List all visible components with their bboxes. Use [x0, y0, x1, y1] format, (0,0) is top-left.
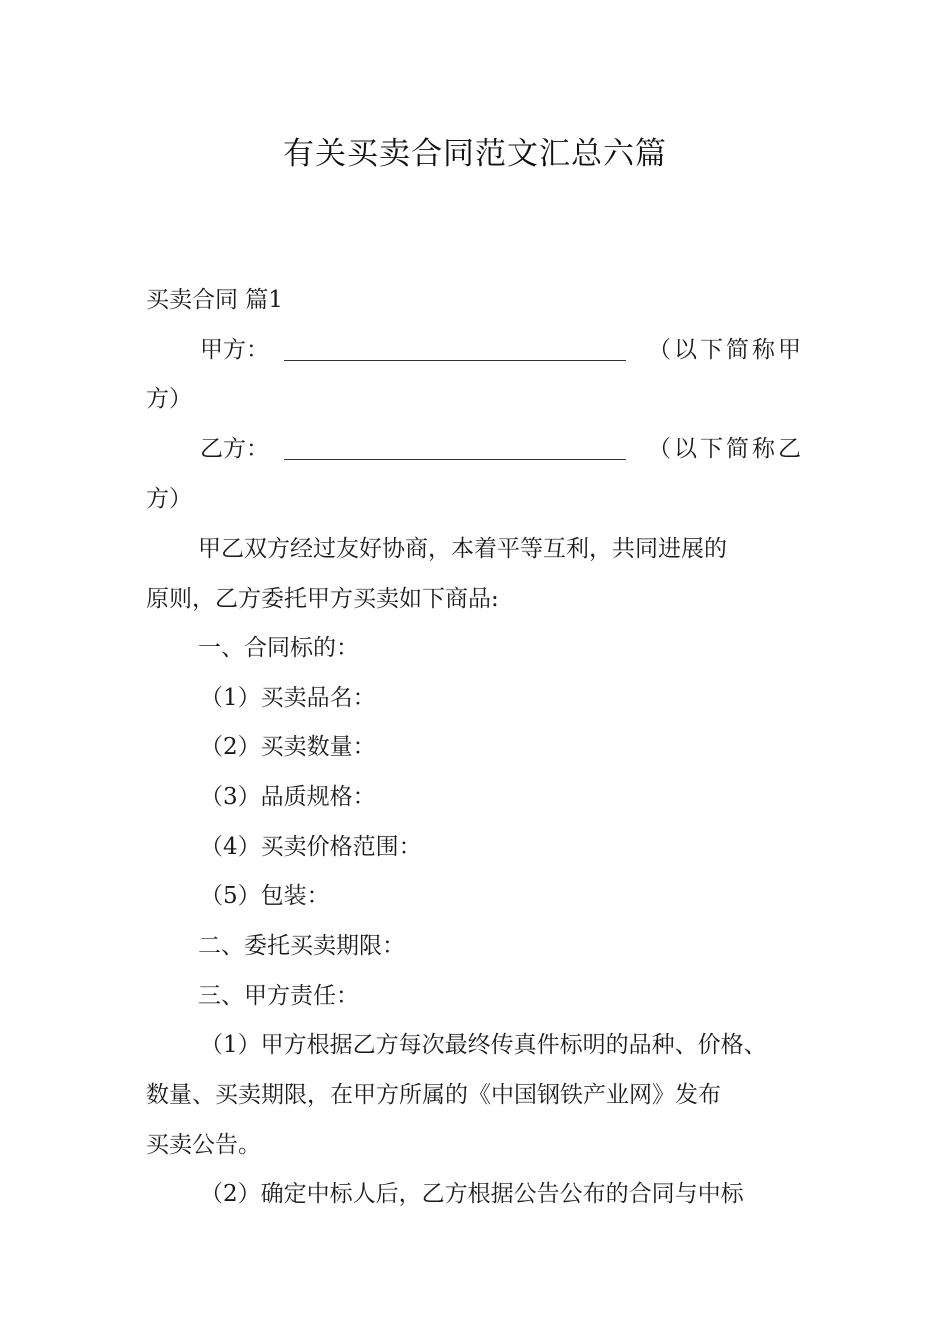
- party-a-note-wrap: 方）: [146, 386, 192, 412]
- clause-1-item-1: （1）买卖品名：: [200, 685, 376, 711]
- party-b-label: 乙方：: [200, 436, 269, 462]
- clause-3-item-1-line-2: 数量、买卖期限，在甲方所属的《中国钢铁产业网》发布: [146, 1082, 721, 1108]
- clause-1-item-3: （3）品质规格：: [200, 784, 376, 810]
- party-b-note: （以下简称乙: [648, 436, 804, 462]
- clause-2-heading: 二、委托买卖期限：: [198, 933, 405, 959]
- intro-line-1: 甲乙双方经过友好协商，本着平等互利，共同进展的: [198, 536, 727, 562]
- section-heading: 买卖合同 篇1: [146, 287, 283, 313]
- clause-1-item-5: （5）包装：: [200, 883, 330, 909]
- party-b-note-wrap: 方）: [146, 486, 192, 512]
- clause-1-item-2: （2）买卖数量：: [200, 734, 376, 760]
- document-title: 有关买卖合同范文汇总六篇: [283, 136, 667, 172]
- party-a-blank-line: [284, 360, 626, 361]
- clause-3-item-1-line-1: （1）甲方根据乙方每次最终传真件标明的品种、价格、: [200, 1032, 767, 1058]
- clause-3-item-1-line-3: 买卖公告。: [146, 1132, 261, 1158]
- party-a-label: 甲方：: [200, 337, 269, 363]
- clause-3-item-2-line-1: （2）确定中标人后，乙方根据公告公布的合同与中标: [200, 1181, 744, 1207]
- party-b-blank-line: [284, 459, 626, 460]
- clause-1-heading: 一、合同标的：: [198, 635, 359, 661]
- party-a-note: （以下简称甲: [648, 337, 804, 363]
- intro-line-2: 原则，乙方委托甲方买卖如下商品:: [146, 586, 499, 612]
- clause-3-heading: 三、甲方责任：: [198, 983, 359, 1009]
- clause-1-item-4: （4）买卖价格范围：: [200, 834, 422, 860]
